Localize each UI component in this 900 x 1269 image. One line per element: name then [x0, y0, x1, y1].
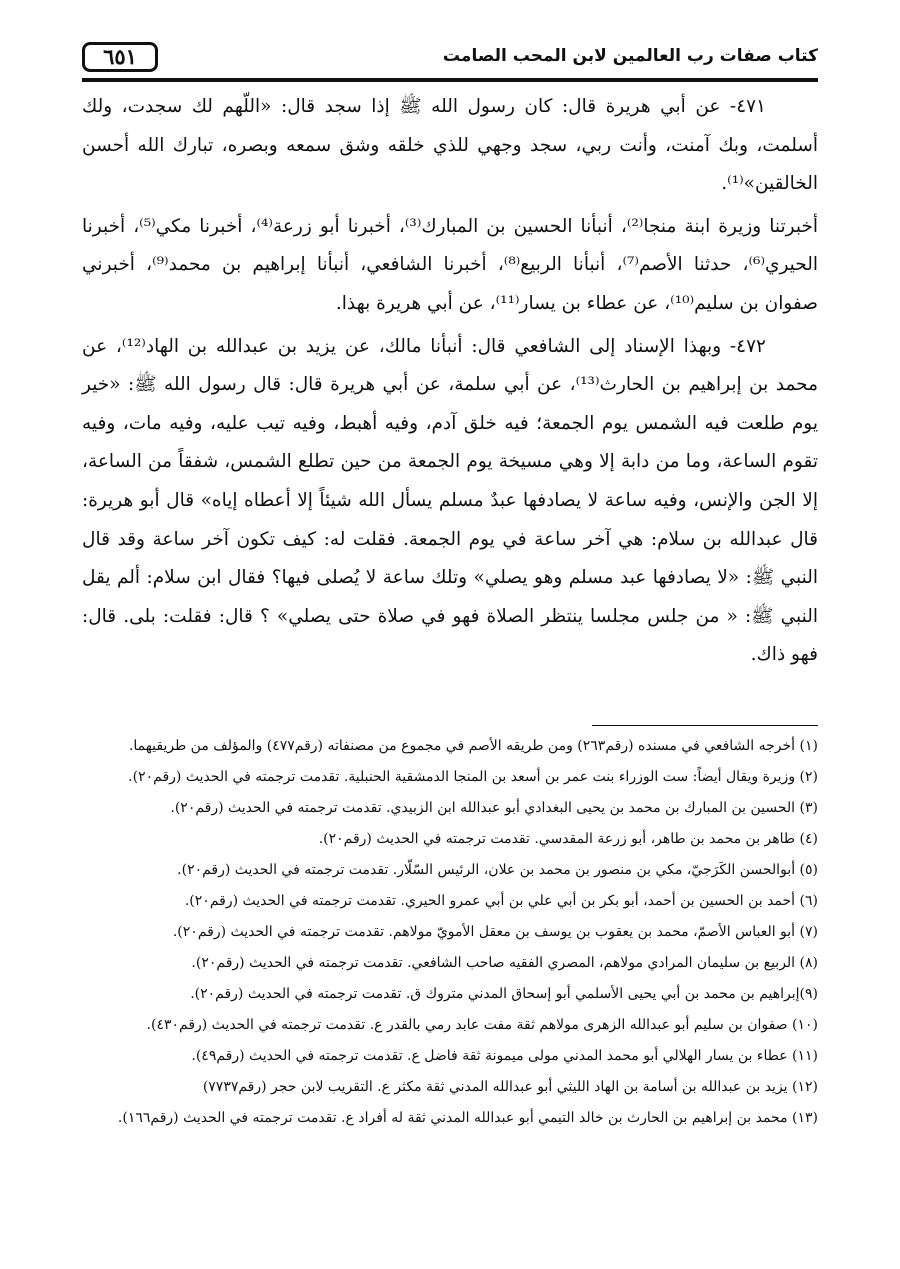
footnote-8: (٨) الربيع بن سليمان المرادي مولاهم، المصري الفقيه صاحب الشافعي. تقدمت ترجمته في الحديث (رقم٢٠).: [191, 955, 818, 971]
footnote-11: (١١) عطاء بن يسار الهلالي أبو محمد المدني مولى ميمونة ثقة فاضل ع. تقدمت ترجمته في الحديث (رقم٤٩).: [191, 1048, 818, 1064]
book-title: كتاب صفات رب العالمين لابن المحب الصامت: [442, 46, 818, 66]
header-divider: [82, 78, 818, 82]
paragraph-hadith-472: ٤٧٢- وبهذا الإسناد إلى الشافعي قال: أنبأنا مالك، عن يزيد بن عبدالله بن الهاد⁽¹²⁾، عن محمد بن إبراهيم بن الحارث⁽¹³⁾، عن أبي سلمة، عن أبي هريرة قال: قال رسول الله ﷺ: «خير يوم طلعت فيه الشمس يوم الجمعة؛ فيه خلق آدم، وفيه أهبط، وفيه تيب عليه، وفيه مات، وفيه تقوم الساعة، وما من دابة إلا وهي مسيخة يوم الجمعة من حين تطلع الشمس، شفقاً من الساعة، إلا الجن والإنس، وفيه ساعة لا يصادفها عبدٌ مسلم يسأل الله شيئاً إلا أعطاه إياه» قال أبو هريرة: قال عبدالله بن سلام: هي آخر ساعة في يوم الجمعة. فقلت له: كيف تكون آخر ساعة وقد قال النبي ﷺ: «لا يصادفها عبد مسلم وهو يصلي» وتلك ساعة لا يُصلى فيها؟ فقال ابن سلام: ألم يقل النبي ﷺ: « من جلس مجلسا ينتظر الصلاة فهو في صلاة حتى يصلي» ؟ قال: فقلت: بلى. قال: فهو ذاك.: [82, 335, 819, 666]
footnotes: [117, 731, 818, 1134]
footnote-9: (٩)إبراهيم بن محمد بن أبي يحيى الأسلمي أبو إسحاق المدني متروك ق. تقدمت ترجمته في الحديث (رقم٢٠).: [190, 986, 818, 1002]
footnote-2: (٢) وزيرة ويقال أيضاً: ست الوزراء بنت عمر بن أسعد بن المنجا الدمشقية الحنبلية. تقدمت ترجمته في الحديث (رقم٢٠).: [128, 769, 818, 785]
footnote-7: (٧) أبو العباس الأصمّ، محمد بن يعقوب بن يوسف بن معقل الأمويّ مولاهم. تقدمت ترجمته في الحديث (رقم٢٠).: [172, 924, 818, 940]
page-header: [82, 34, 818, 80]
main-text: [82, 88, 818, 679]
footnote-10: (١٠) صفوان بن سليم أبو عبدالله الزهرى مولاهم ثقة مفت عابد رمي بالقدر ع. تقدمت ترجمته في الحديث (رقم٤٣٠).: [146, 1017, 818, 1033]
footnote-5: (٥) أبوالحسن الكَرَجيّ، مكي بن منصور بن محمد بن علان، الرئيس السّلّار. تقدمت ترجمته في الحديث (رقم٢٠).: [177, 862, 818, 878]
footnote-4: (٤) طاهر بن محمد بن طاهر، أبو زرعة المقدسي. تقدمت ترجمته في الحديث (رقم٢٠).: [318, 831, 818, 847]
footnote-1: (١) أخرجه الشافعي في مسنده (رقم٢٦٣) ومن طريقه الأصم في مجموع من مصنفاته (رقم٤٧٧) والمؤلف من طريقيهما.: [128, 738, 818, 754]
paragraph-hadith-471: ٤٧١- عن أبي هريرة قال: كان رسول الله ﷺ إذا سجد قال: «اللّهم لك سجدت، ولك أسلمت، وبك آمنت، وأنت ربي، سجد وجهي للذي خلقه وشق سمعه وبصره، تبارك الله أحسن الخالقين»⁽¹⁾.: [82, 96, 818, 195]
footnote-3: (٣) الحسين بن المبارك بن محمد بن يحيى البغدادي أبو عبدالله ابن الزبيدي. تقدمت ترجمته في الحديث (رقم٢٠).: [170, 800, 818, 816]
footnote-6: (٦) أحمد بن الحسين بن أحمد، أبو بكر بن أبي علي بن أبي عمرو الحيري. تقدمت ترجمته في الحديث (رقم٢٠).: [184, 893, 818, 909]
footnote-13: (١٣) محمد بن إبراهيم بن الحارث بن خالد التيمي أبو عبدالله المدني ثقة له أفراد ع. تقدمت ترجمته في الحديث (رقم١٦٦).: [117, 1110, 818, 1126]
page-number: ٦٥١: [82, 42, 158, 72]
paragraph-isnad: أخبرتنا وزيرة ابنة منجا⁽²⁾، أنبأنا الحسين بن المبارك⁽³⁾، أخبرنا أبو زرعة⁽⁴⁾، أخبرنا مكي⁽⁵⁾، أخبرنا الحيري⁽⁶⁾، حدثنا الأصم⁽⁷⁾، أنبأنا الربيع⁽⁸⁾، أخبرنا الشافعي، أنبأنا إبراهيم بن محمد⁽⁹⁾، أخبرني صفوان بن سليم⁽¹⁰⁾، عن عطاء بن يسار⁽¹¹⁾، عن أبي هريرة بهذا.: [82, 215, 818, 314]
footnote-separator: [592, 725, 818, 726]
footnote-12: (١٢) يزيد بن عبدالله بن أسامة بن الهاد الليثي أبو عبدالله المدني ثقة مكثر ع. التقريب لابن حجر (رقم٧٧٣٧): [202, 1079, 818, 1095]
